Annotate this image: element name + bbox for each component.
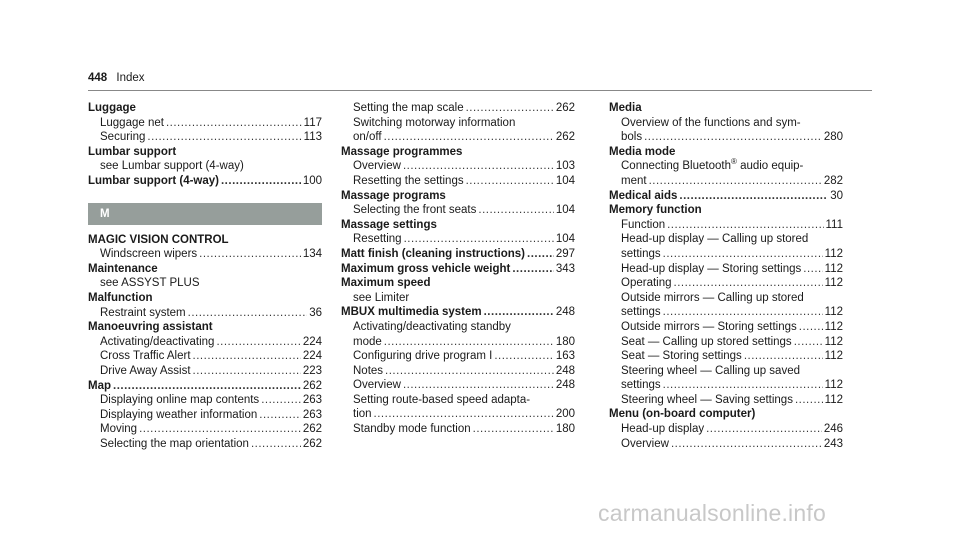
- page-ref: 112: [824, 247, 843, 260]
- index-entry: [88, 233, 322, 248]
- leader-dots: [466, 101, 554, 116]
- entry-text: Resetting: [353, 233, 402, 246]
- entry-text: Medical aids: [609, 189, 678, 202]
- entry-text: Restraint system: [100, 306, 186, 319]
- index-subentry: [88, 364, 322, 379]
- page-ref: 100: [302, 174, 322, 187]
- leader-dots: [473, 422, 554, 437]
- page-ref: 246: [823, 423, 843, 436]
- page-ref: 112: [824, 277, 843, 290]
- page-ref: 282: [823, 174, 843, 187]
- page-ref: 223: [302, 364, 322, 377]
- entry-text: Seat — Calling up stored settings: [621, 335, 792, 348]
- entry-text: Media mode: [609, 145, 676, 158]
- index-subentry: [88, 393, 322, 408]
- entry-text: bols: [621, 131, 643, 144]
- leader-dots: [803, 262, 822, 277]
- page-ref: 200: [555, 408, 575, 421]
- entry-text: Media: [609, 102, 642, 114]
- page-ref: 104: [555, 233, 575, 246]
- entry-text: Head-up display — Calling up stored: [621, 233, 809, 246]
- index-subentry: [609, 116, 843, 131]
- index-subentry: [341, 393, 575, 408]
- page-ref: 111: [825, 218, 843, 231]
- page-ref: 112: [824, 335, 843, 348]
- index-entry: [88, 101, 322, 116]
- entry-text: Overview: [353, 379, 401, 392]
- leader-dots: [794, 335, 823, 350]
- index-subentry: [609, 378, 843, 393]
- leader-dots: [674, 276, 823, 291]
- entry-text: Selecting the front seats: [353, 204, 477, 217]
- leader-dots: [478, 203, 553, 218]
- leader-dots: [216, 335, 300, 350]
- entry-text: see Limiter: [353, 291, 410, 304]
- index-subentry: [88, 437, 322, 452]
- index-entry: [341, 276, 575, 291]
- index-entry: [341, 218, 575, 233]
- index-entry: [609, 189, 843, 204]
- leader-dots: [251, 437, 301, 452]
- index-subentry: [609, 130, 843, 145]
- entry-text: settings: [621, 247, 661, 260]
- leader-dots: [744, 349, 823, 364]
- page-ref: 112: [824, 262, 843, 275]
- entry-text: Seat — Storing settings: [621, 350, 742, 363]
- entry-text: tion: [353, 408, 372, 421]
- entry-text: Head-up display: [621, 423, 705, 436]
- page-ref: 103: [555, 160, 575, 173]
- entry-text: Displaying online map contents: [100, 394, 260, 407]
- page-ref: 104: [555, 204, 575, 217]
- index-subentry: [88, 335, 322, 350]
- index-entry: [341, 145, 575, 160]
- page-ref: 243: [823, 437, 843, 450]
- section-spacer: [88, 189, 322, 203]
- watermark: carmanualsonline.info: [598, 500, 826, 526]
- page-header: [88, 72, 145, 84]
- entry-text: Notes: [353, 364, 384, 377]
- leader-dots: [199, 247, 301, 262]
- entry-text: Activating/deactivating standby: [353, 320, 511, 333]
- leader-dots: [649, 174, 822, 189]
- index-subentry: [609, 247, 843, 262]
- index-entry: [609, 101, 843, 116]
- entry-text: Operating: [621, 277, 672, 290]
- entry-text: Maximum gross vehicle weight: [341, 262, 511, 275]
- index-entry: [88, 174, 322, 189]
- index-subentry: [88, 247, 322, 262]
- index-subentry: [341, 335, 575, 350]
- index-subentry: [341, 407, 575, 422]
- index-subentry: [609, 174, 843, 189]
- page-ref: 224: [302, 350, 322, 363]
- entry-text: Luggage net: [100, 116, 164, 129]
- entry-text: Securing: [100, 131, 146, 144]
- page-ref: 112: [824, 393, 843, 406]
- leader-dots: [663, 378, 823, 393]
- index-subentry: [609, 232, 843, 247]
- page-ref: 112: [824, 320, 843, 333]
- entry-text: Overview: [621, 437, 669, 450]
- page-ref: 297: [555, 247, 575, 260]
- index-column-1: [88, 101, 322, 451]
- index-subentry: [341, 174, 575, 189]
- entry-text: Map: [88, 379, 111, 392]
- leader-dots: [113, 379, 301, 394]
- entry-text: Moving: [100, 423, 138, 436]
- leader-dots: [663, 305, 823, 320]
- leader-dots: [679, 189, 828, 204]
- page-ref: 262: [302, 423, 322, 436]
- entry-text: Massage programs: [341, 189, 446, 202]
- page-ref: 248: [555, 379, 575, 392]
- page-ref: 112: [824, 379, 843, 392]
- leader-dots: [261, 393, 301, 408]
- leader-dots: [512, 262, 553, 277]
- leader-dots: [385, 364, 554, 379]
- index-subentry: [609, 437, 843, 452]
- entry-text: settings: [621, 379, 661, 392]
- entry-text: Resetting the settings: [353, 174, 464, 187]
- index-subentry: [341, 364, 575, 379]
- entry-text: Standby mode function: [353, 423, 471, 436]
- index-entry: [341, 305, 575, 320]
- entry-text: on/off: [353, 131, 382, 144]
- index-subentry: [609, 159, 843, 174]
- entry-text: settings: [621, 306, 661, 319]
- entry-text: MAGIC VISION CONTROL: [88, 233, 229, 246]
- entry-text: mode: [353, 335, 382, 348]
- header-rule: [88, 90, 872, 91]
- entry-text: Maximum speed: [341, 277, 431, 290]
- page-ref: 262: [555, 131, 575, 144]
- page-ref: 263: [302, 408, 322, 421]
- index-entry: [341, 247, 575, 262]
- index-entry: [609, 203, 843, 218]
- leader-dots: [221, 174, 301, 189]
- page-ref: 180: [555, 335, 575, 348]
- entry-text: Maintenance: [88, 262, 158, 275]
- entry-text: Lumbar support: [88, 145, 177, 158]
- page-ref: 36: [309, 306, 322, 319]
- index-subentry: [88, 276, 322, 291]
- index-subentry: [341, 130, 575, 145]
- leader-dots: [374, 407, 554, 422]
- index-entry: [88, 320, 322, 335]
- index-subentry: [341, 116, 575, 131]
- page-section-label: Index: [116, 72, 145, 84]
- leader-dots: [644, 130, 822, 145]
- leader-dots: [494, 349, 553, 364]
- page-ref: 224: [302, 335, 322, 348]
- entry-text: Connecting Bluetooth® audio equip-: [621, 157, 804, 173]
- page-ref: 262: [302, 437, 322, 450]
- index-entry: [341, 189, 575, 204]
- index-entry: [609, 407, 843, 422]
- entry-text: Manoeuvring assistant: [88, 321, 213, 334]
- entry-text: Memory function: [609, 204, 702, 217]
- page-ref: 30: [830, 189, 843, 202]
- page-ref: 262: [302, 379, 322, 392]
- entry-text: Setting route-based speed adapta-: [353, 393, 531, 406]
- index-subentry: [609, 262, 843, 277]
- leader-dots: [384, 335, 554, 350]
- entry-text: Steering wheel — Calling up saved: [621, 364, 800, 377]
- entry-text: Drive Away Assist: [100, 364, 191, 377]
- index-column-2: [341, 101, 575, 437]
- entry-text: Menu (on-board computer): [609, 408, 756, 421]
- page-ref: 117: [303, 116, 322, 129]
- page-ref: 263: [302, 394, 322, 407]
- index-subentry: [88, 159, 322, 174]
- index-subentry: [88, 408, 322, 423]
- leader-dots: [799, 320, 823, 335]
- page-ref: 248: [555, 364, 575, 377]
- index-subentry: [609, 276, 843, 291]
- entry-text: Setting the map scale: [353, 102, 464, 114]
- entry-text: Outside mirrors — Calling up stored: [621, 291, 804, 304]
- index-subentry: [88, 422, 322, 437]
- index-column-3: [609, 101, 843, 451]
- index-subentry: [609, 335, 843, 350]
- index-entry: [88, 145, 322, 160]
- entry-text: see Lumbar support (4-way): [100, 160, 244, 173]
- entry-text: ment: [621, 174, 647, 187]
- index-subentry: [341, 159, 575, 174]
- entry-text: Luggage: [88, 102, 136, 114]
- index-entry: [88, 262, 322, 277]
- page-ref: 104: [555, 174, 575, 187]
- leader-dots: [384, 130, 554, 145]
- index-subentry: [609, 320, 843, 335]
- leader-dots: [706, 422, 822, 437]
- entry-text: Cross Traffic Alert: [100, 350, 191, 363]
- index-letter-heading: M: [88, 203, 322, 225]
- entry-text: Overview: [353, 160, 401, 173]
- index-subentry: [609, 393, 843, 408]
- page-ref: 262: [555, 102, 575, 114]
- index-subentry: [341, 203, 575, 218]
- entry-text: see ASSYST PLUS: [100, 277, 200, 290]
- page-ref: 163: [555, 350, 575, 363]
- leader-dots: [404, 232, 554, 247]
- entry-text: Switching motorway information: [353, 116, 516, 129]
- index-subentry: [88, 116, 322, 131]
- entry-text: Head-up display — Storing settings: [621, 262, 802, 275]
- leader-dots: [466, 174, 554, 189]
- leader-dots: [193, 349, 301, 364]
- page-ref: 112: [824, 306, 843, 319]
- page-ref: 112: [824, 350, 843, 363]
- index-entry: [88, 379, 322, 394]
- index-subentry: [609, 218, 843, 233]
- leader-dots: [147, 130, 301, 145]
- leader-dots: [259, 408, 301, 423]
- entry-text: Lumbar support (4-way): [88, 174, 219, 187]
- index-entry: [609, 145, 843, 160]
- leader-dots: [188, 306, 308, 321]
- leader-dots: [403, 378, 554, 393]
- entry-text: Steering wheel — Saving settings: [621, 393, 793, 406]
- index-subentry: [341, 422, 575, 437]
- index-entry: [88, 291, 322, 306]
- entry-text: MBUX multimedia system: [341, 306, 482, 319]
- leader-dots: [193, 364, 301, 379]
- entry-text: Configuring drive program I: [353, 350, 493, 363]
- page-ref: 280: [823, 131, 843, 144]
- leader-dots: [527, 247, 554, 262]
- leader-dots: [484, 305, 554, 320]
- entry-text: Displaying weather information: [100, 408, 258, 421]
- leader-dots: [671, 437, 822, 452]
- page-ref: 248: [555, 306, 575, 319]
- page-number: 448: [88, 72, 108, 84]
- leader-dots: [166, 116, 302, 131]
- index-subentry: [609, 291, 843, 306]
- page-ref: 113: [303, 131, 322, 144]
- entry-text: Activating/deactivating: [100, 335, 215, 348]
- index-subentry: [88, 349, 322, 364]
- index-subentry: [341, 232, 575, 247]
- entry-text: Massage programmes: [341, 145, 463, 158]
- entry-text: Windscreen wipers: [100, 248, 198, 261]
- index-subentry: [341, 101, 575, 116]
- index-subentry: [341, 378, 575, 393]
- leader-dots: [403, 159, 554, 174]
- index-subentry: [609, 422, 843, 437]
- index-subentry: [341, 349, 575, 364]
- index-subentry: [88, 306, 322, 321]
- entry-text: Matt finish (cleaning instructions): [341, 247, 526, 260]
- entry-text: Malfunction: [88, 291, 153, 304]
- index-subentry: [341, 291, 575, 306]
- entry-text: Function: [621, 218, 666, 231]
- entry-text: Outside mirrors — Storing settings: [621, 320, 797, 333]
- page-ref: 343: [555, 262, 575, 275]
- entry-text: Massage settings: [341, 218, 437, 231]
- leader-dots: [795, 393, 823, 408]
- leader-dots: [667, 218, 823, 233]
- index-subentry: [341, 320, 575, 335]
- leader-dots: [663, 247, 823, 262]
- index-subentry: [609, 364, 843, 379]
- index-subentry: [609, 305, 843, 320]
- entry-text: Selecting the map orientation: [100, 437, 249, 450]
- index-subentry: [609, 349, 843, 364]
- index-entry: [341, 262, 575, 277]
- page-ref: 134: [302, 248, 322, 261]
- leader-dots: [139, 422, 301, 437]
- index-subentry: [88, 130, 322, 145]
- page-ref: 180: [555, 423, 575, 436]
- entry-text: Overview of the functions and sym-: [621, 116, 801, 129]
